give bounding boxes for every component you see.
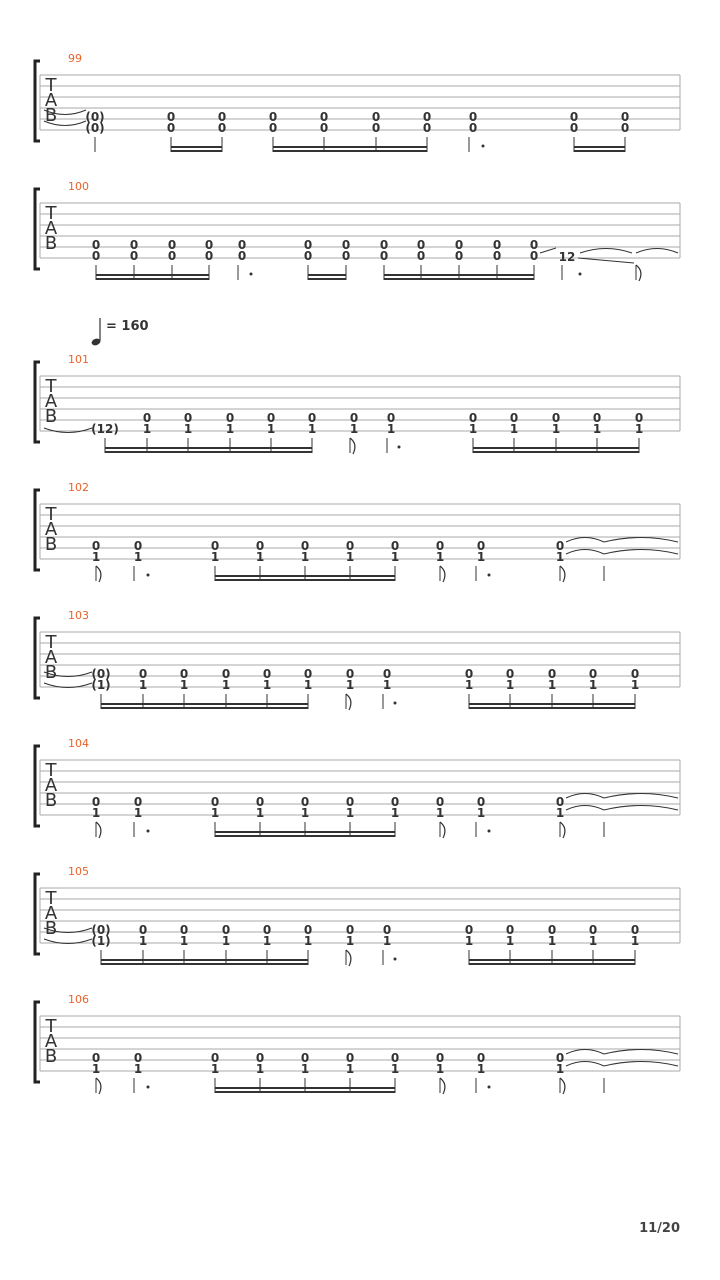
tab-clef-letter: T xyxy=(45,1016,57,1037)
fret-number: 1 xyxy=(555,1062,565,1076)
fret-number: 1 xyxy=(592,422,602,436)
tab-system-105 xyxy=(35,865,680,966)
fret-number: 1 xyxy=(382,678,392,692)
fret-number: 1 xyxy=(210,550,220,564)
fret-number: 1 xyxy=(138,678,148,692)
fret-number: 0 xyxy=(179,667,189,681)
fret-number: 0 xyxy=(345,667,355,681)
fret-number: 1 xyxy=(476,806,486,820)
fret-number: 0 xyxy=(268,110,278,124)
tab-clef-letter: T xyxy=(45,888,57,909)
fret-number: 0 xyxy=(138,923,148,937)
note-flag xyxy=(440,566,445,582)
note-flag xyxy=(636,265,641,281)
fret-number: 0 xyxy=(142,411,152,425)
note-flag xyxy=(560,822,565,838)
fret-number: 12 xyxy=(558,250,576,264)
fret-number: 1 xyxy=(91,550,101,564)
fret-number: 0 xyxy=(133,795,143,809)
fret-number: 0 xyxy=(592,411,602,425)
system-bracket xyxy=(35,874,40,954)
measure-number: 104 xyxy=(68,737,89,750)
fret-number: 1 xyxy=(509,422,519,436)
tie xyxy=(580,249,632,254)
fret-number: 0 xyxy=(547,667,557,681)
tab-clef-letter: A xyxy=(44,218,58,239)
fret-number: (1) xyxy=(91,678,111,692)
note-flag xyxy=(560,566,565,582)
fret-number: 0 xyxy=(268,121,278,135)
fret-number: 0 xyxy=(435,795,445,809)
fret-number: 1 xyxy=(221,678,231,692)
fret-number: 0 xyxy=(492,249,502,263)
fret-number: 1 xyxy=(142,422,152,436)
fret-number: 0 xyxy=(569,121,579,135)
dot xyxy=(147,1086,150,1089)
fret-number: 0 xyxy=(588,923,598,937)
fret-number: 1 xyxy=(435,1062,445,1076)
fret-number: 1 xyxy=(345,1062,355,1076)
tab-clef-letter: A xyxy=(44,1031,58,1052)
fret-number: 0 xyxy=(476,1051,486,1065)
fret-number: 0 xyxy=(435,1051,445,1065)
note-flag xyxy=(96,566,101,582)
fret-number: 0 xyxy=(266,411,276,425)
slide xyxy=(578,258,634,263)
fret-number: 1 xyxy=(588,934,598,948)
fret-number: 0 xyxy=(341,238,351,252)
fret-number: 1 xyxy=(255,806,265,820)
fret-number: 0 xyxy=(204,238,214,252)
fret-number: 1 xyxy=(634,422,644,436)
tab-system-102 xyxy=(35,481,680,582)
fret-number: 0 xyxy=(620,121,630,135)
fret-number: (12) xyxy=(91,422,119,436)
dot xyxy=(147,574,150,577)
fret-number: 0 xyxy=(551,411,561,425)
fret-number: 0 xyxy=(630,923,640,937)
dot xyxy=(488,574,491,577)
system-bracket xyxy=(35,362,40,442)
fret-number: 0 xyxy=(386,411,396,425)
fret-number: 1 xyxy=(133,550,143,564)
fret-number: 0 xyxy=(262,667,272,681)
dot xyxy=(394,958,397,961)
fret-number: 0 xyxy=(221,667,231,681)
fret-number: 0 xyxy=(468,110,478,124)
fret-number: 0 xyxy=(509,411,519,425)
tie xyxy=(636,249,678,254)
fret-number: 0 xyxy=(505,667,515,681)
fret-number: 0 xyxy=(630,667,640,681)
fret-number: 0 xyxy=(454,238,464,252)
fret-number: 0 xyxy=(620,110,630,124)
fret-number: 0 xyxy=(468,121,478,135)
fret-number: 0 xyxy=(529,238,539,252)
fret-number: 1 xyxy=(588,678,598,692)
dot xyxy=(579,273,582,276)
fret-number: 0 xyxy=(529,249,539,263)
fret-number: 1 xyxy=(300,806,310,820)
tab-system-99 xyxy=(35,52,680,152)
tie xyxy=(44,428,92,433)
fret-number: 1 xyxy=(349,422,359,436)
tie xyxy=(604,550,678,555)
fret-number: 0 xyxy=(255,795,265,809)
fret-number: 1 xyxy=(266,422,276,436)
measure-number: 105 xyxy=(68,865,89,878)
measure-number: 100 xyxy=(68,180,89,193)
fret-number: 0 xyxy=(167,238,177,252)
tie xyxy=(566,550,604,555)
fret-number: 0 xyxy=(588,667,598,681)
fret-number: 0 xyxy=(379,249,389,263)
fret-number: 0 xyxy=(555,1051,565,1065)
fret-number: 1 xyxy=(505,934,515,948)
fret-number: 1 xyxy=(345,678,355,692)
fret-number: 0 xyxy=(303,249,313,263)
fret-number: 1 xyxy=(464,934,474,948)
tab-clef-letter: T xyxy=(45,760,57,781)
fret-number: 0 xyxy=(262,923,272,937)
measure-number: 99 xyxy=(68,52,82,65)
fret-number: 1 xyxy=(307,422,317,436)
tie xyxy=(604,538,678,543)
tab-clef-letter: A xyxy=(44,90,58,111)
note-flag xyxy=(96,822,101,838)
fret-number: 0 xyxy=(416,249,426,263)
fret-number: 0 xyxy=(217,110,227,124)
tab-clef-letter: B xyxy=(44,105,58,126)
measure-number: 103 xyxy=(68,609,89,622)
fret-number: 0 xyxy=(138,667,148,681)
fret-number: 1 xyxy=(464,678,474,692)
fret-number: 0 xyxy=(345,539,355,553)
fret-number: 1 xyxy=(468,422,478,436)
fret-number: 1 xyxy=(505,678,515,692)
tab-clef-letter: T xyxy=(45,632,57,653)
tab-clef-letter: A xyxy=(44,391,58,412)
fret-number: 0 xyxy=(454,249,464,263)
tab-clef-letter: B xyxy=(44,406,58,427)
tie xyxy=(566,794,604,799)
fret-number: 1 xyxy=(345,806,355,820)
tempo-marking xyxy=(91,318,149,347)
fret-number: 1 xyxy=(390,1062,400,1076)
fret-number: 0 xyxy=(91,539,101,553)
tab-clef-letter: T xyxy=(45,504,57,525)
fret-number: 1 xyxy=(133,806,143,820)
fret-number: 1 xyxy=(345,550,355,564)
fret-number: 0 xyxy=(319,121,329,135)
tab-clef-letter: B xyxy=(44,233,58,254)
fret-number: 0 xyxy=(422,121,432,135)
tab-system-101 xyxy=(35,353,680,454)
fret-number: 1 xyxy=(183,422,193,436)
fret-number: 1 xyxy=(91,1062,101,1076)
system-bracket xyxy=(35,490,40,570)
fret-number: 0 xyxy=(210,539,220,553)
tab-system-106 xyxy=(35,993,680,1094)
fret-number: 1 xyxy=(255,1062,265,1076)
dot xyxy=(488,1086,491,1089)
fret-number: 1 xyxy=(210,806,220,820)
fret-number: 0 xyxy=(416,238,426,252)
fret-number: 0 xyxy=(129,238,139,252)
fret-number: 0 xyxy=(237,238,247,252)
fret-number: 1 xyxy=(386,422,396,436)
fret-number: 1 xyxy=(435,550,445,564)
fret-number: 0 xyxy=(91,1051,101,1065)
fret-number: 0 xyxy=(179,923,189,937)
fret-number: 0 xyxy=(390,1051,400,1065)
fret-number: 0 xyxy=(468,411,478,425)
fret-number: 0 xyxy=(166,110,176,124)
tab-system-103 xyxy=(35,609,680,710)
fret-number: (0) xyxy=(91,923,111,937)
fret-number: 0 xyxy=(345,795,355,809)
tie xyxy=(566,1062,604,1067)
fret-number: 0 xyxy=(167,249,177,263)
note-flag xyxy=(346,694,351,710)
tab-clef-letter: B xyxy=(44,790,58,811)
fret-number: 1 xyxy=(300,550,310,564)
fret-number: 0 xyxy=(129,249,139,263)
fret-number: 1 xyxy=(255,550,265,564)
fret-number: 0 xyxy=(91,795,101,809)
fret-number: 0 xyxy=(221,923,231,937)
fret-number: 0 xyxy=(345,1051,355,1065)
fret-number: 0 xyxy=(91,238,101,252)
fret-number: 0 xyxy=(341,249,351,263)
tab-system-104 xyxy=(35,737,680,838)
fret-number: 1 xyxy=(303,934,313,948)
fret-number: 0 xyxy=(300,795,310,809)
tab-clef-letter: B xyxy=(44,1046,58,1067)
fret-number: 1 xyxy=(262,934,272,948)
tie xyxy=(604,806,678,811)
fret-number: 0 xyxy=(183,411,193,425)
tie xyxy=(604,794,678,799)
slide xyxy=(540,248,556,253)
fret-number: 1 xyxy=(435,806,445,820)
fret-number: 0 xyxy=(476,795,486,809)
fret-number: 1 xyxy=(303,678,313,692)
fret-number: 0 xyxy=(634,411,644,425)
fret-number: 0 xyxy=(217,121,227,135)
fret-number: 0 xyxy=(303,923,313,937)
fret-number: 1 xyxy=(476,1062,486,1076)
fret-number: 0 xyxy=(255,1051,265,1065)
dot xyxy=(394,702,397,705)
system-bracket xyxy=(35,189,40,269)
fret-number: 0 xyxy=(371,110,381,124)
dot xyxy=(250,273,253,276)
fret-number: (0) xyxy=(91,667,111,681)
tab-system-100 xyxy=(35,180,680,281)
fret-number: 0 xyxy=(379,238,389,252)
tab-clef-letter: T xyxy=(45,203,57,224)
fret-number: 0 xyxy=(300,539,310,553)
fret-number: 1 xyxy=(630,678,640,692)
fret-number: 0 xyxy=(390,539,400,553)
tie xyxy=(566,1050,604,1055)
dot xyxy=(147,830,150,833)
note-flag xyxy=(560,1078,565,1094)
fret-number: 0 xyxy=(382,667,392,681)
fret-number: 1 xyxy=(555,550,565,564)
tab-clef-letter: A xyxy=(44,519,58,540)
note-flag xyxy=(440,822,445,838)
fret-number: 0 xyxy=(476,539,486,553)
fret-number: 0 xyxy=(133,1051,143,1065)
tab-clef-letter: A xyxy=(44,647,58,668)
tie xyxy=(566,538,604,543)
fret-number: 1 xyxy=(390,806,400,820)
fret-number: 1 xyxy=(225,422,235,436)
fret-number: 1 xyxy=(133,1062,143,1076)
tab-clef-letter: A xyxy=(44,775,58,796)
tab-clef-letter: B xyxy=(44,662,58,683)
fret-number: 0 xyxy=(91,249,101,263)
measure-number: 101 xyxy=(68,353,89,366)
fret-number: 0 xyxy=(133,539,143,553)
system-bracket xyxy=(35,618,40,698)
fret-number: 0 xyxy=(371,121,381,135)
dot xyxy=(482,145,485,148)
tab-clef-letter: T xyxy=(45,75,57,96)
dot xyxy=(488,830,491,833)
fret-number: 1 xyxy=(138,934,148,948)
fret-number: 0 xyxy=(390,795,400,809)
fret-number: 0 xyxy=(303,238,313,252)
fret-number: 1 xyxy=(547,934,557,948)
dot xyxy=(398,446,401,449)
fret-number: 0 xyxy=(464,667,474,681)
fret-number: 1 xyxy=(390,550,400,564)
system-bracket xyxy=(35,1002,40,1082)
note-flag xyxy=(350,438,355,454)
fret-number: 1 xyxy=(179,678,189,692)
fret-number: 0 xyxy=(464,923,474,937)
fret-number: 1 xyxy=(300,1062,310,1076)
fret-number: 0 xyxy=(382,923,392,937)
fret-number: 0 xyxy=(303,667,313,681)
tab-clef-letter: B xyxy=(44,534,58,555)
fret-number: 0 xyxy=(555,795,565,809)
fret-number: 0 xyxy=(210,1051,220,1065)
fret-number: 0 xyxy=(225,411,235,425)
fret-number: 0 xyxy=(319,110,329,124)
fret-number: 0 xyxy=(422,110,432,124)
fret-number: 1 xyxy=(476,550,486,564)
tab-clef-letter: A xyxy=(44,903,58,924)
fret-number: 0 xyxy=(307,411,317,425)
tab-clef-letter: B xyxy=(44,918,58,939)
fret-number: 0 xyxy=(345,923,355,937)
tie xyxy=(604,1050,678,1055)
fret-number: 0 xyxy=(492,238,502,252)
fret-number: 1 xyxy=(262,678,272,692)
fret-number: 1 xyxy=(551,422,561,436)
system-bracket xyxy=(35,61,40,141)
system-bracket xyxy=(35,746,40,826)
measure-number: 106 xyxy=(68,993,89,1006)
fret-number: (1) xyxy=(91,934,111,948)
fret-number: 0 xyxy=(569,110,579,124)
note-flag xyxy=(96,1078,101,1094)
fret-number: 0 xyxy=(255,539,265,553)
tab-clef-letter: T xyxy=(45,376,57,397)
fret-number: 0 xyxy=(505,923,515,937)
fret-number: 1 xyxy=(547,678,557,692)
fret-number: 1 xyxy=(210,1062,220,1076)
fret-number: 1 xyxy=(179,934,189,948)
fret-number: 1 xyxy=(91,806,101,820)
note-flag xyxy=(346,950,351,966)
measure-number: 102 xyxy=(68,481,89,494)
fret-number: 0 xyxy=(237,249,247,263)
fret-number: 0 xyxy=(166,121,176,135)
fret-number: 0 xyxy=(204,249,214,263)
fret-number: 0 xyxy=(555,539,565,553)
fret-number: 1 xyxy=(630,934,640,948)
note-flag xyxy=(440,1078,445,1094)
fret-number: 0 xyxy=(435,539,445,553)
tie xyxy=(566,806,604,811)
fret-number: 0 xyxy=(547,923,557,937)
tempo-value: = 160 xyxy=(106,319,149,334)
fret-number: 0 xyxy=(300,1051,310,1065)
fret-number: (0) xyxy=(85,110,105,124)
fret-number: (0) xyxy=(85,121,105,135)
fret-number: 1 xyxy=(345,934,355,948)
fret-number: 1 xyxy=(221,934,231,948)
fret-number: 0 xyxy=(349,411,359,425)
fret-number: 1 xyxy=(555,806,565,820)
fret-number: 0 xyxy=(210,795,220,809)
fret-number: 1 xyxy=(382,934,392,948)
page-number: 11/20 xyxy=(639,1221,680,1236)
tie xyxy=(604,1062,678,1067)
